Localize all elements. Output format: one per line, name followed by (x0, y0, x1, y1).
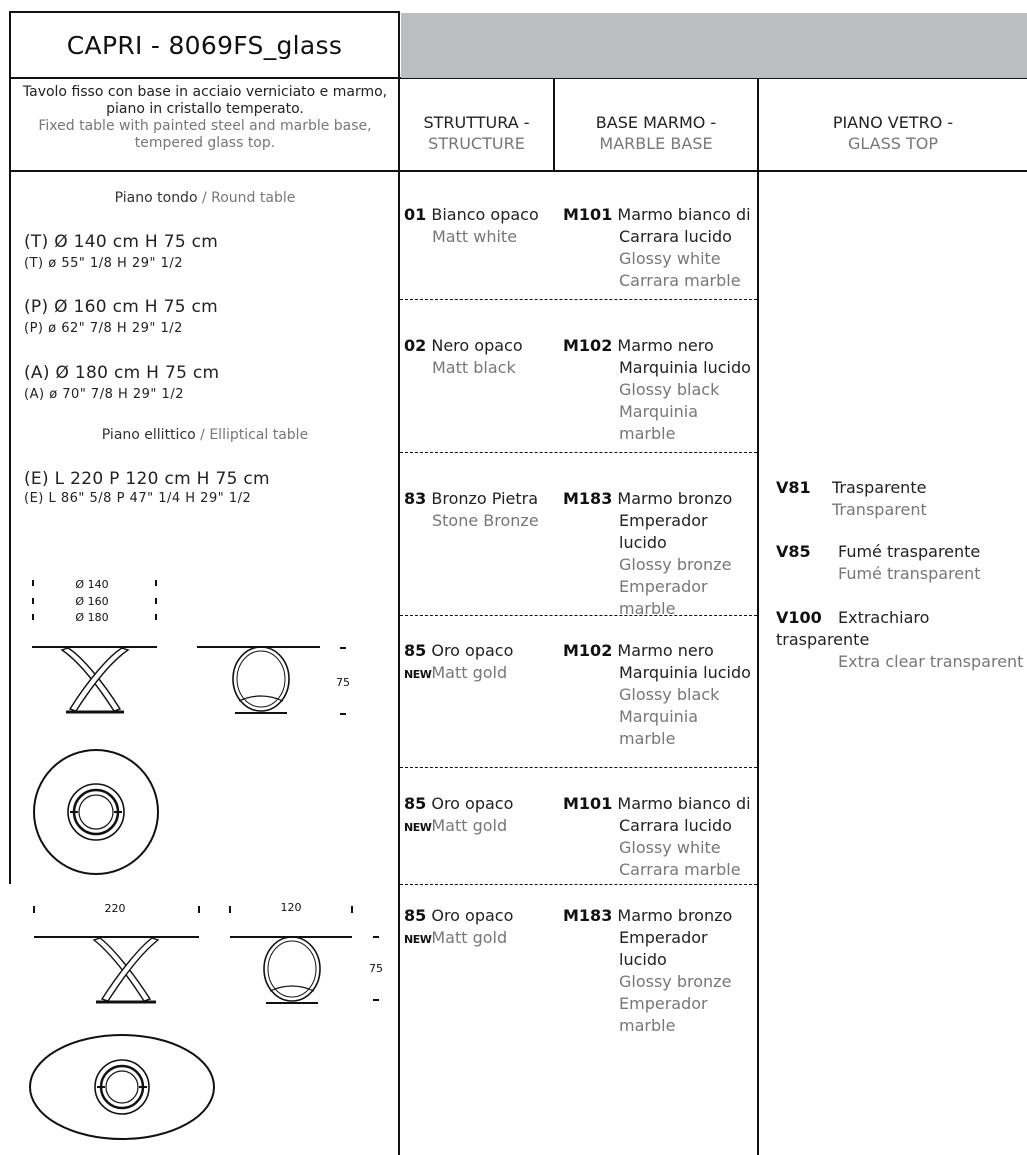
row-separator (400, 299, 757, 300)
base-name-en-2: Emperador (619, 577, 708, 596)
base-name-en-2: Marquinia (619, 707, 699, 726)
base-name-en: Glossy black (619, 380, 720, 399)
base-code: M102 (563, 641, 613, 660)
row-separator (400, 452, 757, 453)
base-name-en: Glossy bronze (619, 972, 732, 991)
column-header-base-it: BASE MARMO - (595, 113, 717, 132)
new-badge: NEW (404, 933, 432, 946)
size-code: (E) (24, 491, 44, 506)
round-title-en: Round table (211, 190, 296, 206)
base-cell (563, 488, 757, 620)
glass-option (776, 477, 1026, 521)
diameter-label-160: Ø 160 (75, 595, 109, 608)
base-name-en: Glossy white (619, 838, 721, 857)
size-imperial: L 86" 5/8 P 47" 1/4 H 29" 1/2 (48, 491, 252, 506)
base-name-it-2: Marquinia lucido (619, 663, 751, 682)
base-name-it: Marmo nero (617, 336, 714, 355)
round-title-it: Piano tondo (114, 190, 198, 206)
elliptical-title-sep: / (195, 427, 210, 443)
description-english: Fixed table with painted steel and marble base, tempered glass top. (38, 118, 372, 151)
size-imperial: ø 62" 7/8 H 29" 1/2 (48, 321, 183, 336)
structure-name-en: Matt gold (431, 816, 508, 835)
size-code: (A) (24, 387, 45, 402)
structure-cell (404, 640, 554, 686)
base-name-it: Marmo nero (617, 641, 714, 660)
structure-name-it: Oro opaco (431, 641, 514, 660)
base-code: M183 (563, 906, 613, 925)
description-italian: Tavolo fisso con base in acciaio verniciato e marmo, piano in cristallo temperato. (22, 84, 388, 117)
elliptical-table-front-view (32, 935, 202, 1005)
size-metric: L 220 P 120 cm H 75 cm (54, 469, 270, 489)
structure-name-en: Matt gold (431, 928, 508, 947)
structure-name-en: Stone Bronze (432, 511, 539, 530)
structure-code: 83 (404, 489, 427, 508)
size-code: (T) (24, 232, 49, 252)
base-name-it: Marmo bronzo (617, 489, 733, 508)
base-code: M101 (563, 205, 613, 224)
height-label-round: 75 (336, 676, 350, 689)
structure-cell (404, 905, 554, 951)
base-name-en-2: Carrara marble (619, 860, 741, 879)
glass-name-en: Transparent (832, 500, 927, 519)
base-name-en: Glossy black (619, 685, 720, 704)
structure-cell (404, 335, 554, 379)
base-code: M102 (563, 336, 613, 355)
glass-code: V81 (776, 478, 811, 497)
base-name-en-3: marble (619, 424, 676, 443)
base-name-en-3: marble (619, 729, 676, 748)
base-name-en: Glossy white (619, 249, 721, 268)
structure-name-en: Matt black (432, 358, 516, 377)
glass-name-it: Fumé trasparente (838, 542, 981, 561)
structure-cell (404, 793, 554, 839)
size-imperial: ø 55" 1/8 H 29" 1/2 (48, 256, 184, 271)
base-name-en-3: marble (619, 599, 676, 618)
glass-code: V100 (776, 608, 822, 627)
base-code: M183 (563, 489, 613, 508)
height-label-elliptical: 75 (369, 962, 383, 975)
page-title: CAPRI - 8069FS_glass (66, 30, 343, 60)
glass-name-it: Trasparente (832, 478, 927, 497)
base-name-en-3: marble (619, 1016, 676, 1035)
structure-code: 85 (404, 906, 427, 925)
glass-name-it: Extrachiaro trasparente (776, 608, 930, 649)
column-header-structure-it: STRUTTURA - (423, 113, 530, 132)
elliptical-title-it: Piano ellittico (101, 427, 196, 443)
new-badge: NEW (404, 668, 432, 681)
elliptical-title-en: Elliptical table (209, 427, 309, 443)
structure-name-it: Bianco opaco (431, 205, 539, 224)
base-cell (563, 793, 757, 881)
diameter-label-180: Ø 180 (75, 611, 109, 624)
base-code: M101 (563, 794, 613, 813)
base-cell (563, 640, 757, 750)
base-cell (563, 204, 757, 292)
size-code: (T) (24, 256, 44, 271)
base-name-it-2: Emperador lucido (619, 511, 708, 552)
base-name-it-2: Carrara lucido (619, 227, 732, 246)
structure-name-it: Oro opaco (431, 906, 514, 925)
base-cell (563, 335, 757, 445)
base-name-en-2: Marquinia (619, 402, 699, 421)
structure-name-it: Bronzo Pietra (431, 489, 539, 508)
row-separator (400, 767, 757, 768)
depth-label-120: 120 (280, 901, 302, 914)
column-header-top-it: PIANO VETRO - (832, 113, 954, 132)
size-metric: Ø 140 cm H 75 cm (54, 232, 219, 252)
base-name-it-2: Marquinia lucido (619, 358, 751, 377)
structure-name-en: Matt white (432, 227, 518, 246)
glass-code: V85 (776, 542, 811, 561)
structure-name-it: Nero opaco (431, 336, 523, 355)
size-imperial: ø 70" 7/8 H 29" 1/2 (49, 387, 184, 402)
row-separator (400, 884, 757, 885)
base-name-en: Glossy bronze (619, 555, 732, 574)
size-metric: Ø 160 cm H 75 cm (54, 297, 219, 317)
diameter-label-140: Ø 140 (75, 578, 109, 591)
size-code: (P) (24, 321, 44, 336)
base-name-it-2: Emperador lucido (619, 928, 708, 969)
structure-name-en: Matt gold (431, 663, 508, 682)
structure-code: 85 (404, 794, 427, 813)
round-title-sep: / (197, 190, 212, 206)
glass-name-en: Extra clear transparent (838, 652, 1024, 671)
length-label-220: 220 (104, 902, 126, 915)
elliptical-table-side-view (228, 935, 358, 1007)
new-badge: NEW (404, 821, 432, 834)
column-header-structure-en: STRUCTURE (428, 134, 525, 153)
elliptical-table-top-view (28, 1033, 218, 1143)
glass-option (776, 541, 1026, 585)
size-code: (P) (24, 297, 49, 317)
base-name-it-2: Carrara lucido (619, 816, 732, 835)
column-header-top-en: GLASS TOP (847, 134, 939, 153)
column-header-base-en: MARBLE BASE (599, 134, 713, 153)
structure-code: 02 (404, 336, 427, 355)
structure-cell (404, 204, 554, 248)
size-metric: Ø 180 cm H 75 cm (55, 363, 220, 383)
glass-name-en: Fumé transparent (838, 564, 981, 583)
structure-code: 85 (404, 641, 427, 660)
glass-option (776, 607, 1026, 673)
size-code: (A) (24, 363, 50, 383)
base-name-it: Marmo bianco di (617, 205, 751, 224)
base-name-en-2: Emperador (619, 994, 708, 1013)
structure-name-it: Oro opaco (431, 794, 514, 813)
structure-cell (404, 488, 554, 532)
size-code: (E) (24, 469, 49, 489)
base-name-it: Marmo bronzo (617, 906, 733, 925)
structure-code: 01 (404, 205, 427, 224)
base-cell (563, 905, 757, 1037)
base-name-it: Marmo bianco di (617, 794, 751, 813)
base-name-en-2: Carrara marble (619, 271, 741, 290)
